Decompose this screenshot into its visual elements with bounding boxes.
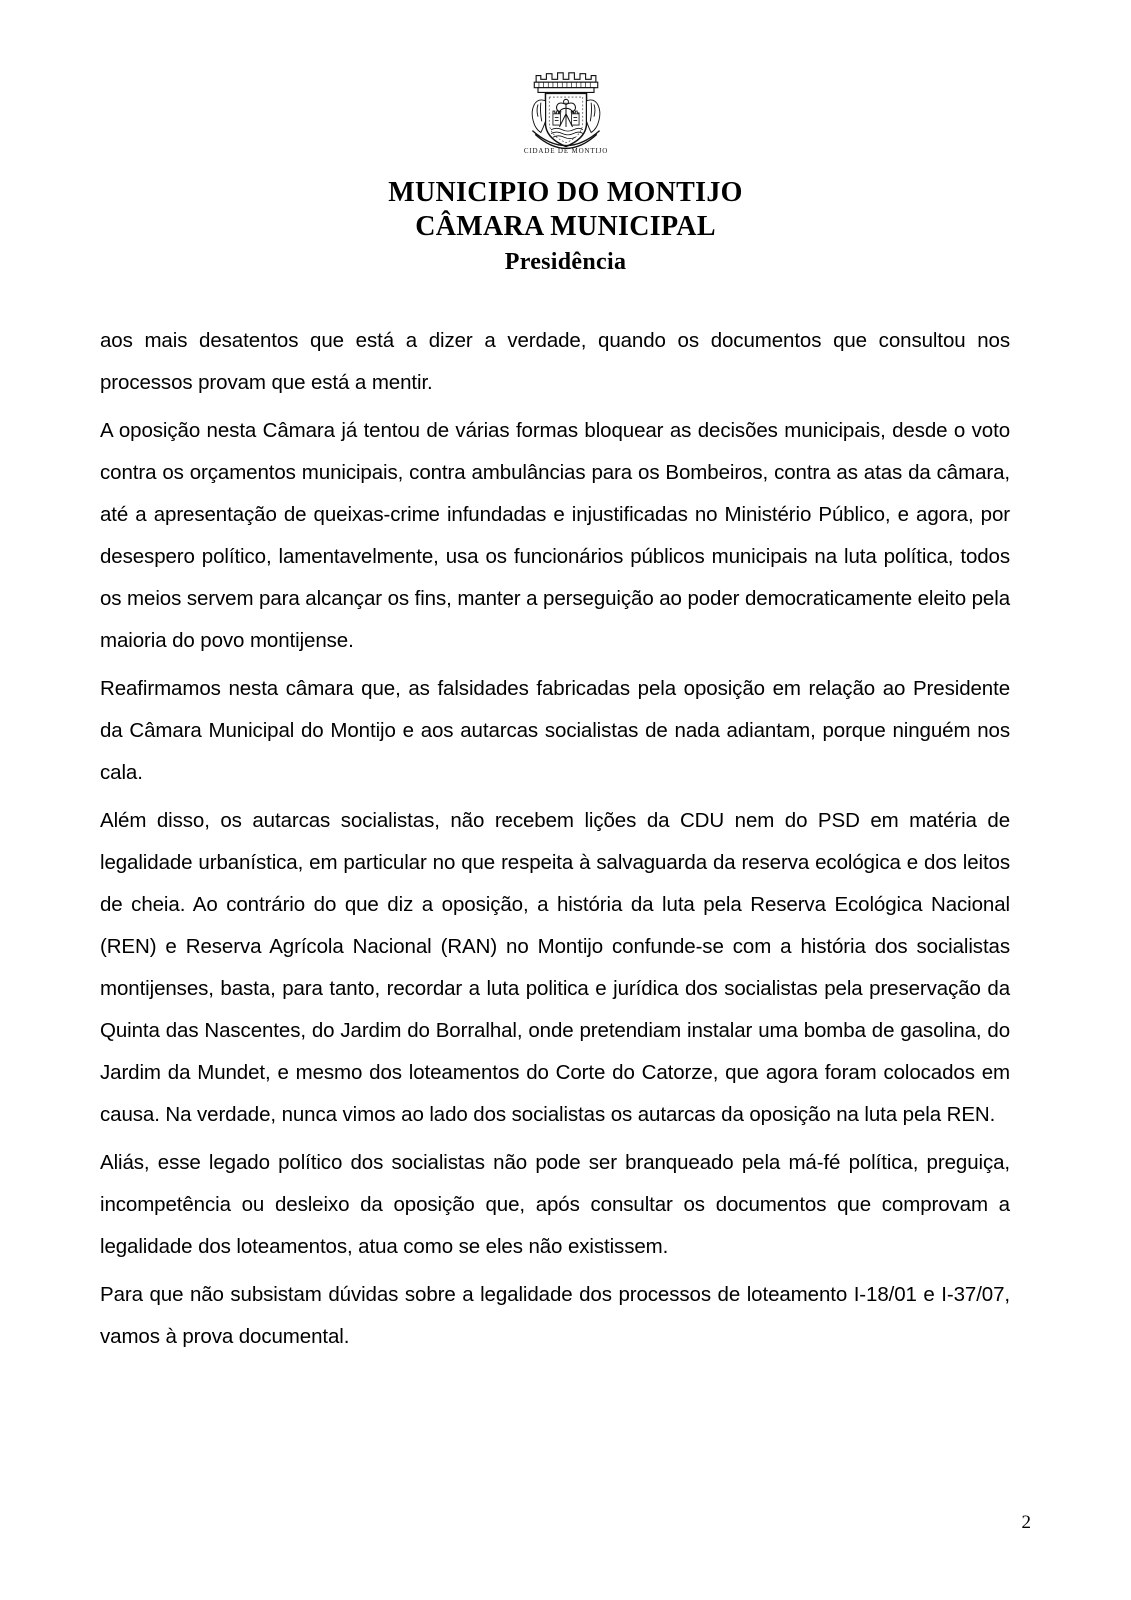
montijo-coat-of-arms-icon (510, 56, 622, 168)
paragraph: Além disso, os autarcas socialistas, não recebem lições da CDU nem do PSD em matéria de legalidade urbanística, em particular no que respeita à salvaguarda da reserva ecológica e dos leitos de cheia. Ao contrário do que diz a oposição, a história da luta pela Reserva Ecológica Nacional (REN) e Reserva Agrícola Nacional (RAN) no Montijo confunde-se com a história dos socialistas montijenses, basta, para tanto, recordar a luta politica e jurídica dos socialistas pela preservação da Quinta das Nascentes, do Jardim do Borralhal, onde pretendiam instalar uma bomba de gasolina, do Jardim da Mundet, e mesmo dos loteamentos do Corte do Catorze, que agora foram colocados em causa. Na verdade, nunca vimos ao lado dos socialistas os autarcas da oposição na luta pela REN. (100, 809, 1010, 1126)
paragraph: Para que não subsistam dúvidas sobre a legalidade dos processos de loteamento I-18/01 e I-37/07, vamos à prova documental. (100, 1283, 1010, 1348)
crest-motto-text: CIDADE DE MONTIJO (523, 147, 608, 156)
paragraph: A oposição nesta Câmara já tentou de várias formas bloquear as decisões municipais, desde o voto contra os orçamentos municipais, contra ambulâncias para os Bombeiros, contra as atas da câmara, até a apresentação de queixas-crime infundadas e injustificadas no Ministério Público, e agora, por desespero político, lamentavelmente, usa os funcionários públicos municipais na luta política, todos os meios servem para alcançar os fins, manter a perseguição ao poder democraticamente eleito pela maioria do povo montijense. (100, 419, 1010, 652)
paragraph: aos mais desatentos que está a dizer a verdade, quando os documentos que consultou nos processos provam que está a mentir. (100, 329, 1010, 394)
page-number: 2 (1021, 1512, 1031, 1533)
paragraph: Reafirmamos nesta câmara que, as falsidades fabricadas pela oposição em relação ao Presidente da Câmara Municipal do Montijo e aos autarcas socialistas de nada adiantam, porque ninguém nos cala. (100, 677, 1010, 784)
paragraph: Aliás, esse legado político dos socialistas não pode ser branqueado pela má-fé política, preguiça, incompetência ou desleixo da oposição que, após consultar os documentos que comprovam a legalidade dos loteamentos, atua como se eles não existissem. (100, 1151, 1010, 1258)
document-body (100, 320, 1010, 1358)
org-name-line1: MUNICIPIO DO MONTIJO (388, 177, 743, 208)
org-name-line2: CÂMARA MUNICIPAL (415, 211, 716, 243)
letterhead (0, 0, 1131, 278)
org-name-line3: Presidência (504, 249, 627, 276)
